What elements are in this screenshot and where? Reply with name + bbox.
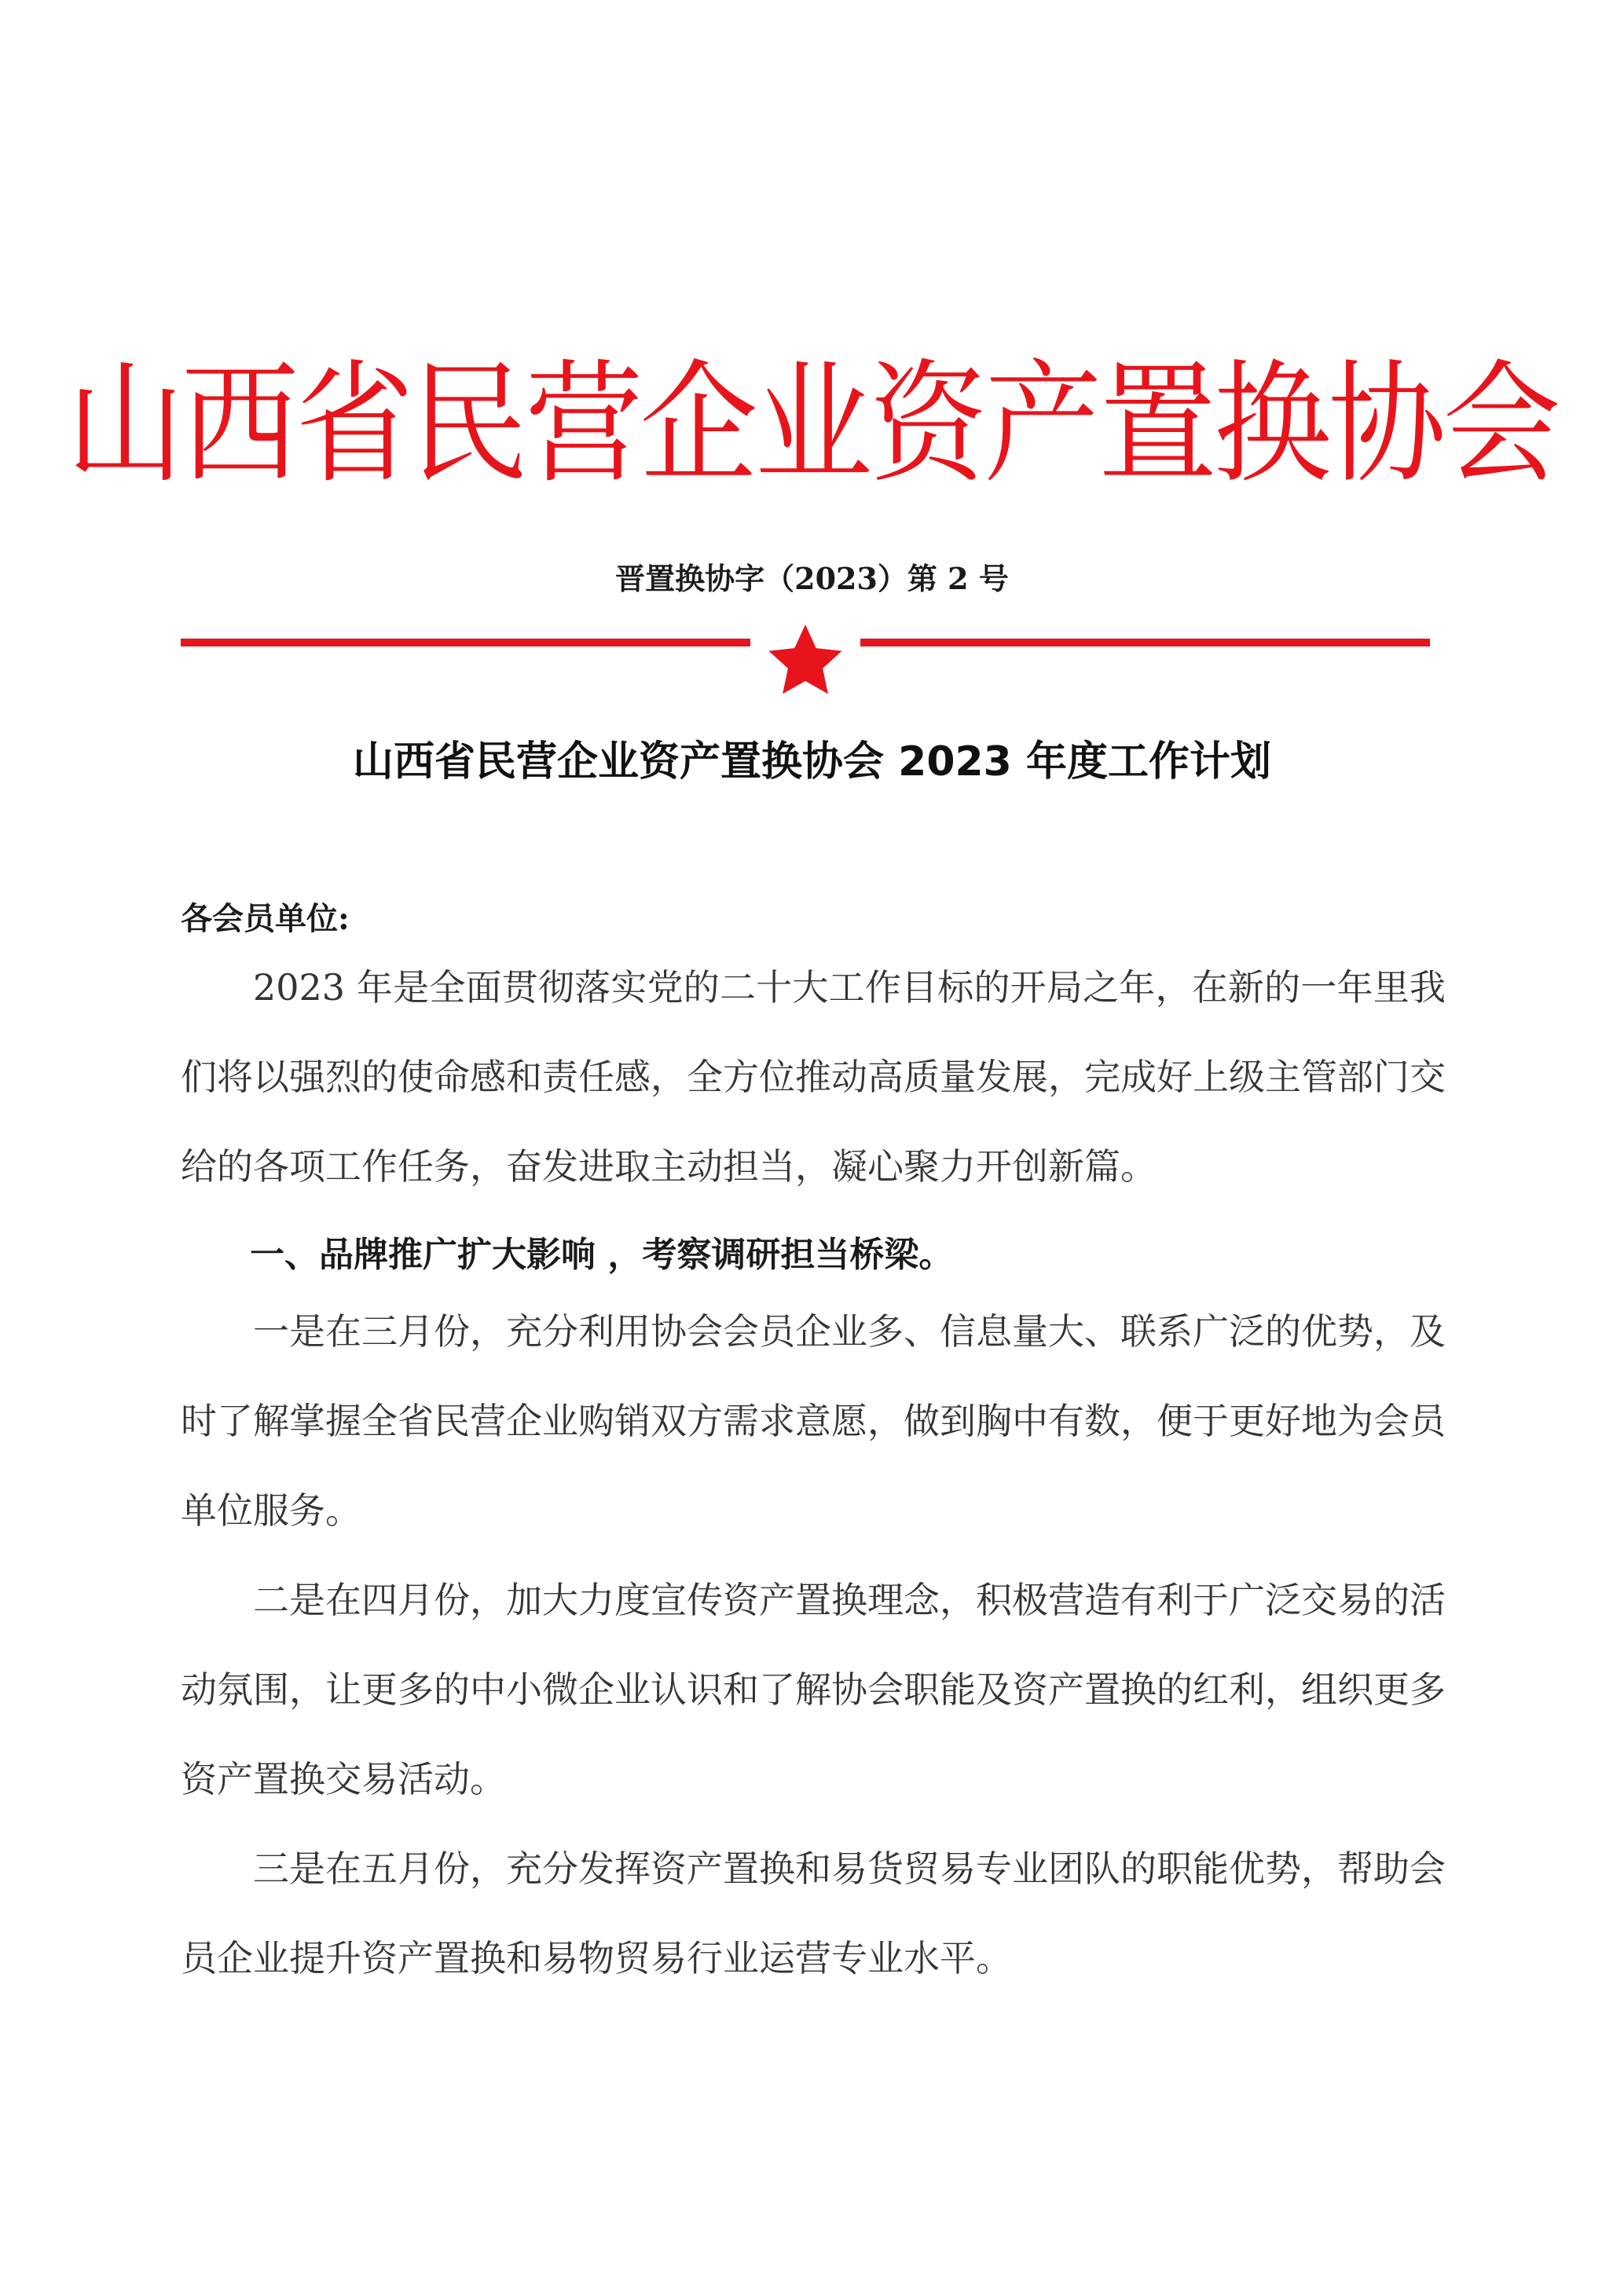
intro-paragraph: 2023 年是全面贯彻落实党的二十大工作目标的开局之年，在新的一年里我们将以强烈的使命感和责任感，全方位推动高质量发展，完成好上级主管部门交给的各项工作任务，奋发进取主动担当，凝心聚力开创新篇。 <box>181 966 1446 1188</box>
document-body <box>181 895 1446 2003</box>
item-april: 二是在四月份，加大力度宣传资产置换理念，积极营造有利于广泛交易的活动氛围，让更多的中小微企业认识和了解协会职能及资产置换的红利，组织更多资产置换交易活动。 <box>181 1579 1446 1800</box>
document-title: 山西省民营企业资产置换协会 2023 年度工作计划 <box>353 738 1271 785</box>
item-may: 三是在五月份，充分发挥资产置换和易货贸易专业团队的职能优势，帮助会员企业提升资产置换和易物贸易行业运营专业水平。 <box>181 1847 1446 1979</box>
red-divider-with-star <box>181 624 1430 695</box>
star-icon <box>768 624 841 694</box>
salutation: 各会员单位: <box>181 900 350 937</box>
organization-header: 山西省民营企业资产置换协会 <box>66 348 1558 502</box>
section-heading: 一、品牌推广扩大影响 ，考察调研担当桥梁。 <box>250 1235 954 1275</box>
document-number: 晋置换协字（2023）第 2 号 <box>615 561 1009 596</box>
divider-line-left <box>181 639 750 646</box>
item-march: 一是在三月份，充分利用协会会员企业多、信息量大、联系广泛的优势，及时了解掌握全省民营企业购销双方需求意愿，做到胸中有数，便于更好地为会员单位服务。 <box>181 1310 1446 1532</box>
divider-line-right <box>860 639 1430 646</box>
